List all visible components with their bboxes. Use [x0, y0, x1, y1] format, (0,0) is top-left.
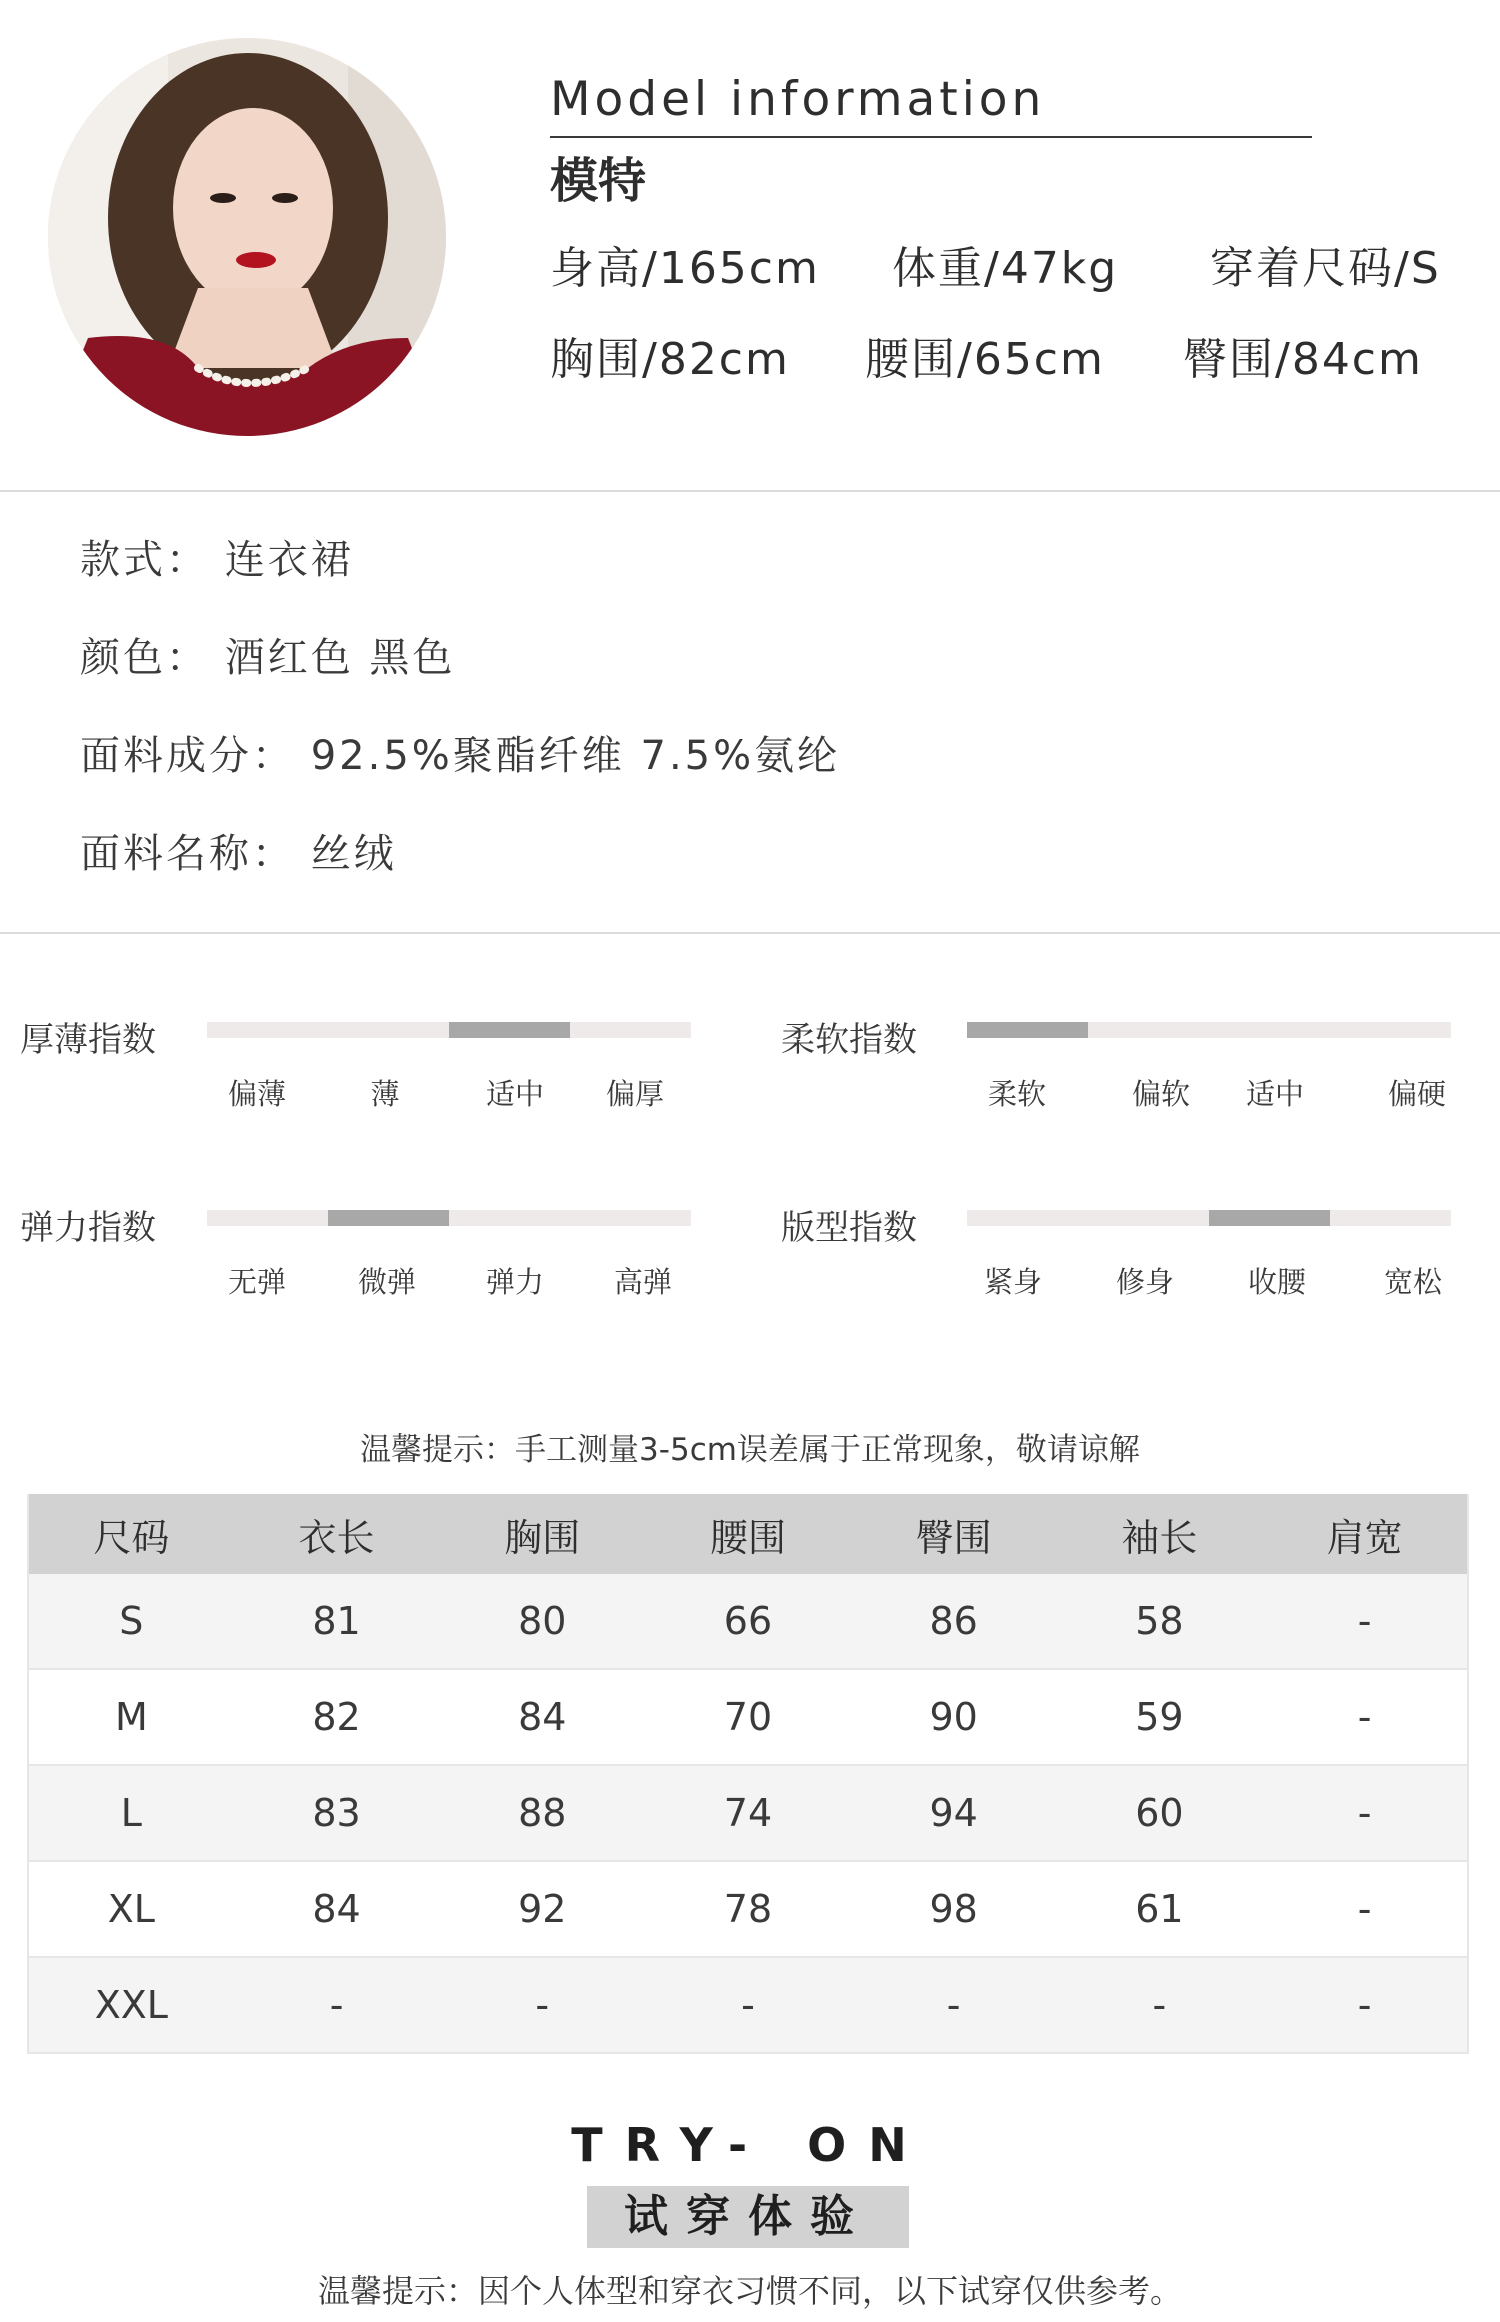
table-cell: 88	[439, 1765, 645, 1861]
table-cell: 78	[645, 1861, 851, 1957]
index-label: 宽松	[1383, 1265, 1443, 1299]
index-label: 柔软	[987, 1077, 1047, 1111]
index-label: 修身	[1115, 1265, 1175, 1299]
index-label: 偏厚	[605, 1077, 665, 1111]
index-bar-fill	[1209, 1210, 1330, 1226]
model-size: 穿着尺码/S	[1210, 243, 1441, 294]
table-cell: 83	[234, 1765, 440, 1861]
model-info-title: Model information	[550, 72, 1046, 127]
model-hip: 臀围/84cm	[1183, 334, 1423, 385]
table-cell: -	[851, 1957, 1057, 2053]
index-label: 无弹	[227, 1265, 287, 1299]
index-bar-fill	[449, 1022, 570, 1038]
index-label: 紧身	[983, 1265, 1043, 1299]
table-cell: 58	[1057, 1574, 1263, 1669]
index-label: 偏硬	[1387, 1077, 1447, 1111]
column-header: 袖长	[1057, 1494, 1263, 1574]
table-cell: XL	[28, 1861, 234, 1957]
tryon-title-cn: 试穿体验	[587, 2186, 909, 2248]
table-cell: -	[234, 1957, 440, 2053]
index-bar-thickness	[207, 1022, 691, 1038]
index-bar-fit	[967, 1210, 1451, 1226]
product-style: 款式： 连衣裙	[80, 537, 354, 583]
table-row	[28, 1765, 1468, 1861]
index-title-elasticity: 弹力指数	[20, 1208, 156, 1248]
section-divider	[0, 490, 1500, 492]
table-cell: 74	[645, 1765, 851, 1861]
table-cell: 94	[851, 1765, 1057, 1861]
index-label: 偏软	[1131, 1077, 1191, 1111]
table-cell: -	[645, 1957, 851, 2053]
index-bar-softness	[967, 1022, 1451, 1038]
table-row	[28, 1861, 1468, 1957]
table-cell: 59	[1057, 1669, 1263, 1765]
table-cell: -	[1262, 1669, 1468, 1765]
table-cell: 81	[234, 1574, 440, 1669]
index-bar-fill	[967, 1022, 1088, 1038]
table-cell: -	[1057, 1957, 1263, 2053]
index-title-softness: 柔软指数	[781, 1020, 917, 1060]
table-cell: 80	[439, 1574, 645, 1669]
index-title-fit: 版型指数	[781, 1208, 917, 1248]
model-bust: 胸围/82cm	[550, 334, 790, 385]
index-bar-elasticity	[207, 1210, 691, 1226]
index-bar-fill	[328, 1210, 449, 1226]
product-color: 颜色： 酒红色 黑色	[80, 635, 456, 681]
column-header: 肩宽	[1262, 1494, 1468, 1574]
index-title-thickness: 厚薄指数	[20, 1020, 156, 1060]
index-label: 适中	[1245, 1077, 1305, 1111]
index-label: 微弹	[357, 1265, 417, 1299]
table-cell: -	[1262, 1574, 1468, 1669]
index-label: 薄	[370, 1077, 400, 1111]
tryon-tip: 温馨提示：因个人体型和穿衣习惯不同，以下试穿仅供参考。	[317, 2272, 1182, 2310]
table-cell: 82	[234, 1669, 440, 1765]
table-row	[28, 1669, 1468, 1765]
index-label: 适中	[485, 1077, 545, 1111]
table-cell: M	[28, 1669, 234, 1765]
index-label: 高弹	[613, 1265, 673, 1299]
model-avatar	[48, 38, 446, 436]
product-fabric: 面料成分： 92.5%聚酯纤维 7.5%氨纶	[80, 733, 841, 779]
table-cell: XXL	[28, 1957, 234, 2053]
model-portrait-illustration	[48, 38, 446, 436]
column-header: 衣长	[234, 1494, 440, 1574]
table-cell: 98	[851, 1861, 1057, 1957]
table-cell: -	[439, 1957, 645, 2053]
table-cell: 84	[439, 1669, 645, 1765]
table-header-row	[28, 1494, 1468, 1574]
table-cell: -	[1262, 1861, 1468, 1957]
size-table	[27, 1494, 1469, 2054]
measurement-tip: 温馨提示：手工测量3-5cm误差属于正常现象，敬请谅解	[360, 1432, 1140, 1468]
model-weight: 体重/47kg	[892, 243, 1119, 294]
section-divider	[0, 932, 1500, 934]
table-cell: 60	[1057, 1765, 1263, 1861]
product-fabric-name: 面料名称： 丝绒	[80, 831, 397, 877]
table-cell: 70	[645, 1669, 851, 1765]
table-cell: 92	[439, 1861, 645, 1957]
column-header: 臀围	[851, 1494, 1057, 1574]
tryon-title: TRY- ON	[571, 2118, 929, 2172]
column-header: 尺码	[28, 1494, 234, 1574]
index-label: 收腰	[1247, 1265, 1307, 1299]
table-cell: S	[28, 1574, 234, 1669]
table-row	[28, 1957, 1468, 2053]
table-cell: 61	[1057, 1861, 1263, 1957]
table-cell: 86	[851, 1574, 1057, 1669]
model-waist: 腰围/65cm	[865, 334, 1105, 385]
index-label: 弹力	[485, 1265, 545, 1299]
table-cell: 66	[645, 1574, 851, 1669]
index-label: 偏薄	[227, 1077, 287, 1111]
table-row	[28, 1574, 1468, 1669]
model-height: 身高/165cm	[550, 243, 820, 294]
column-header: 腰围	[645, 1494, 851, 1574]
model-title-cn: 模特	[550, 153, 647, 209]
table-cell: -	[1262, 1765, 1468, 1861]
title-underline	[550, 136, 1312, 138]
table-cell: 84	[234, 1861, 440, 1957]
table-cell: -	[1262, 1957, 1468, 2053]
column-header: 胸围	[439, 1494, 645, 1574]
table-cell: 90	[851, 1669, 1057, 1765]
table-cell: L	[28, 1765, 234, 1861]
